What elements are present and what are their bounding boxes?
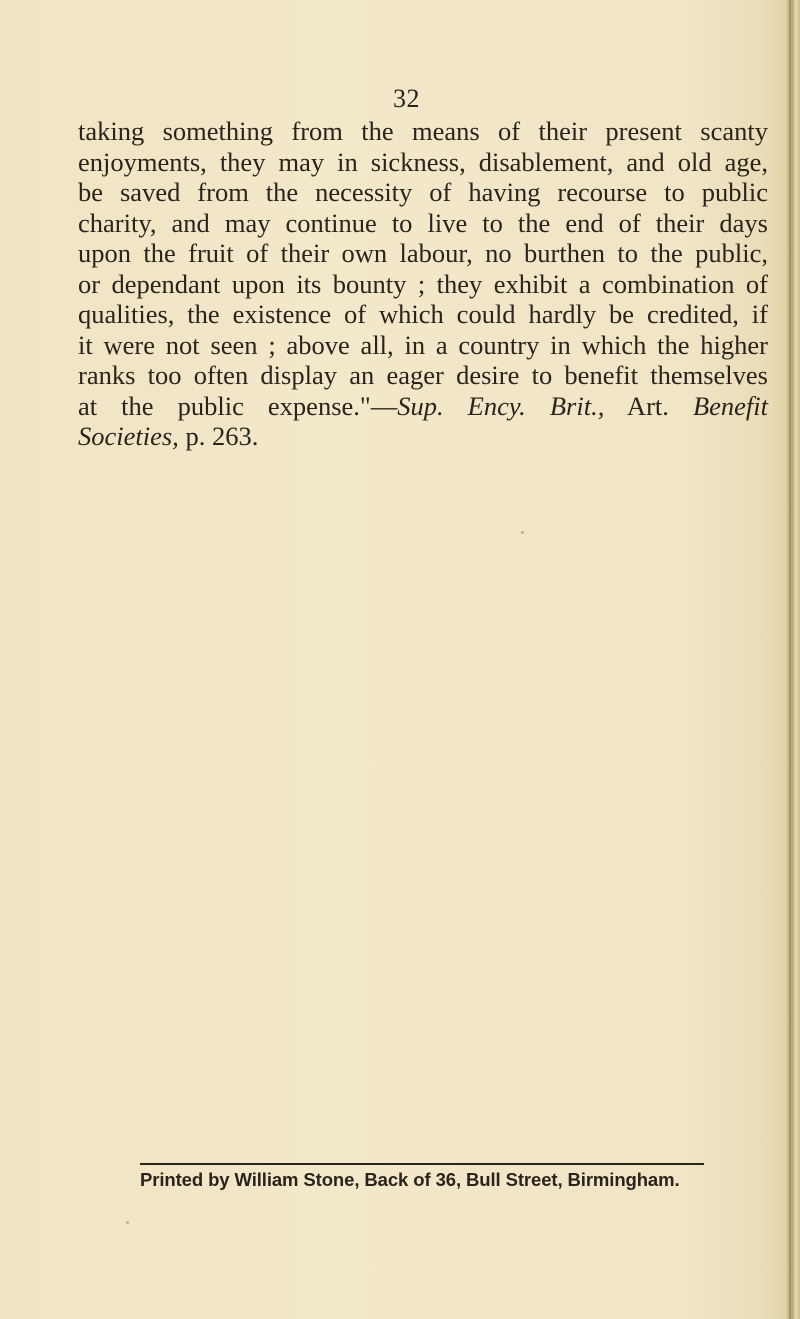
citation-art: Art. [604, 390, 693, 421]
text-line-11 [78, 421, 768, 452]
text-line-9: ranks too often display an eager desire to benefit themselves [78, 360, 768, 390]
paper-speck [521, 531, 524, 534]
text-line-3: be saved from the necessity of having recourse to public [78, 177, 768, 207]
citation-article-title-cont: Societies, [78, 421, 179, 451]
citation-source: Sup. Ency. Brit., [397, 390, 605, 421]
text-line-8: it were not seen ; above all, in a country in which the higher [78, 329, 768, 360]
citation-lead: at the public expense."— [78, 390, 398, 421]
citation-article-title: Benefit [692, 390, 768, 421]
page-number: 32 [393, 84, 420, 113]
text-line-7: qualities, the existence of which could hardly be credited, if [78, 299, 768, 329]
text-line-5: upon the fruit of their own labour, no burthen to the public, [78, 238, 768, 268]
text-line-1: taking something from the means of their present scanty [78, 116, 768, 146]
text-line-4: charity, and may continue to live to the end of their days [78, 207, 768, 238]
page-edge-line [789, 0, 791, 1319]
printer-imprint: Printed by William Stone, Back of 36, Bull Street, Birmingham. [140, 1169, 680, 1190]
text-line-10 [78, 391, 768, 422]
text-line-2: enjoyments, they may in sickness, disablement, and old age, [78, 146, 768, 177]
footer-rule [140, 1163, 704, 1165]
body-text [78, 116, 768, 452]
citation-page: p. 263. [178, 421, 259, 451]
paper-speck [126, 1221, 129, 1224]
text-line-6: or dependant upon its bounty ; they exhibit a combination of [78, 268, 768, 299]
